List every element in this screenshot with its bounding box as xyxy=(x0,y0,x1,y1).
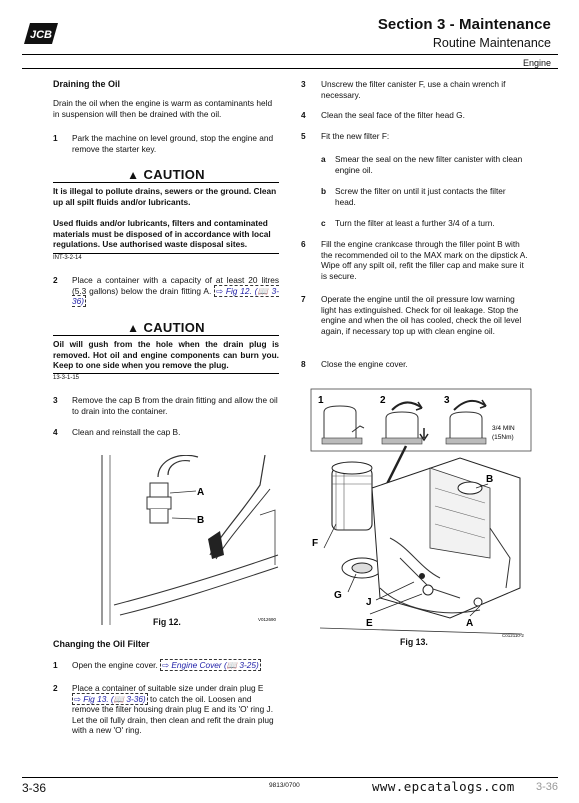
step-text xyxy=(72,660,279,671)
fig13-torque-text: (15Nm) xyxy=(492,434,514,441)
substep-letter: c xyxy=(321,218,326,228)
step-number: 1 xyxy=(53,133,58,143)
substep-letter: a xyxy=(321,154,326,164)
jcb-logo xyxy=(22,20,60,47)
step-text-body: Open the engine cover. xyxy=(72,660,158,670)
step-text: Operate the engine until the oil pressure low warning light has extinguished. Check for oil leakage. Stop the engine and when the oil has cooled, check the oil level again, if necessary top up with clean engine oil. xyxy=(321,294,522,336)
page-number-right: 3-36 xyxy=(536,781,559,793)
step-text-body: Place a container with a capacity of at least 20 litres (5.3 gallons) below the drain fitting A. xyxy=(72,275,279,296)
substep-text: Smear the seal on the new filter canister with clean engine oil. xyxy=(335,154,523,175)
step-text: Park the machine on level ground, stop the engine and remove the starter key. xyxy=(72,133,274,154)
fig12-label: A xyxy=(197,487,205,498)
warning-icon: ▲ xyxy=(127,168,140,182)
substep-text: Turn the filter at least a further 3/4 of a turn. xyxy=(335,218,495,228)
header-rule xyxy=(22,54,558,55)
caution-title: CAUTION xyxy=(143,320,205,335)
fig12-illustration xyxy=(100,455,280,625)
logo-text: JCB xyxy=(29,29,53,41)
filter-canister xyxy=(332,468,372,530)
intro-text: Drain the oil when the engine is warm as contaminants held in suspension will then be drained with the oil. xyxy=(53,98,273,119)
step-number: 1 xyxy=(53,660,58,670)
caution-ref: INT-3-2-14 xyxy=(53,255,82,261)
fig13-label: F xyxy=(312,538,319,549)
fig13-label: B xyxy=(486,474,494,485)
fig13-caption: Fig 13. xyxy=(400,637,428,647)
fig13-inset-label: 3 xyxy=(444,395,450,406)
heading-changing-filter: Changing the Oil Filter xyxy=(53,639,150,649)
fig13-label: E xyxy=(366,618,373,629)
step-number: 4 xyxy=(53,427,58,437)
footer-rule xyxy=(22,777,558,778)
section-title: Section 3 - Maintenance xyxy=(377,16,551,33)
page-number: 3-36 xyxy=(22,781,47,795)
section-subtitle: Routine Maintenance xyxy=(432,36,551,50)
step-text xyxy=(72,683,279,736)
caution-text: It is illegal to pollute drains, sewers or the ground. Clean up all spilt fluids and/or lubricants. xyxy=(53,186,277,207)
fig12-code: V012690 xyxy=(258,617,277,622)
doc-number: 9813/0700 xyxy=(269,782,300,789)
step-text xyxy=(72,275,279,307)
chapter-label: Engine xyxy=(522,58,551,68)
substep-letter: b xyxy=(321,186,327,196)
step-number: 3 xyxy=(301,79,306,89)
fig13-link[interactable]: ⇨ Fig 13. (📖 3-36) xyxy=(74,693,146,704)
fig13-inset-label: 1 xyxy=(318,395,324,406)
step-number: 6 xyxy=(301,239,306,249)
step-number: 5 xyxy=(301,131,306,141)
caution-rule xyxy=(53,182,279,183)
chapter-rule xyxy=(22,68,558,69)
fig13-illustration xyxy=(310,388,532,640)
caution-text: Used fluids and/or lubricants, filters and contaminated materials must be disposed of in accordance with local regulations. Use authorised waste disposal sites. xyxy=(53,218,271,250)
step-line: Place a container of suitable size under drain plug E xyxy=(72,683,264,693)
step-text: Fill the engine crankcase through the filler point B with the recommended oil to the MAX mark on the dipstick A. Wipe off any spilt oil, refit the filler cap and make sure it is secure. xyxy=(321,239,528,281)
step-text: Close the engine cover. xyxy=(321,359,408,369)
watermark: www.epcatalogs.com xyxy=(372,779,515,794)
fig12-label: B xyxy=(197,515,205,526)
step-text: Clean and reinstall the cap B. xyxy=(72,427,181,437)
fig13-torque-text: 3/4 MIN xyxy=(492,425,515,432)
step-text: Clean the seal face of the filter head G. xyxy=(321,110,465,120)
fig13-label: A xyxy=(466,618,474,629)
step-number: 8 xyxy=(301,359,306,369)
step-number: 2 xyxy=(53,683,58,693)
caution-rule xyxy=(53,253,279,254)
fig13-code: C012110-2 xyxy=(502,633,524,638)
step-rest: remove the filter housing drain plug E and its 'O' ring J. Let the oil fully drain, then clean and refit the drain plug with a new 'O' ring. xyxy=(72,704,274,736)
warning-icon: ▲ xyxy=(127,321,140,335)
step-text: Fit the new filter F: xyxy=(321,131,390,141)
step-text: Unscrew the filter canister F, use a chain wrench if necessary. xyxy=(321,79,506,100)
step-number: 2 xyxy=(53,275,58,285)
heading-draining-oil: Draining the Oil xyxy=(53,79,121,89)
step-line xyxy=(72,694,279,705)
step-text-body: to catch the oil. Loosen and xyxy=(150,693,252,704)
fig12-caption: Fig 12. xyxy=(153,617,181,627)
step-number: 7 xyxy=(301,294,306,304)
caution-text: Oil will gush from the hole when the drain plug is removed. Hot oil and engine components can burn you. Keep to one side when you remove the plug. xyxy=(53,339,279,371)
engine-cover-link[interactable]: ⇨ Engine Cover (📖 3-25) xyxy=(162,660,259,670)
caution-ref: 13-3-1-15 xyxy=(53,375,80,381)
step-number: 4 xyxy=(301,110,306,120)
fig13-label: J xyxy=(366,597,372,608)
caution-rule xyxy=(53,335,279,336)
fig12-link[interactable]: ⇨ Fig 12. (📖 3-36) xyxy=(72,285,280,307)
caution-rule xyxy=(53,373,279,374)
step-text: Remove the cap B from the drain fitting and allow the oil to drain into the container. xyxy=(72,395,278,416)
caution-title: CAUTION xyxy=(143,167,205,182)
substep-text: Screw the filter on until it just contacts the filter head. xyxy=(335,186,506,207)
step-number: 3 xyxy=(53,395,58,405)
fig13-label: G xyxy=(334,590,342,601)
fig13-inset-label: 2 xyxy=(380,395,386,406)
